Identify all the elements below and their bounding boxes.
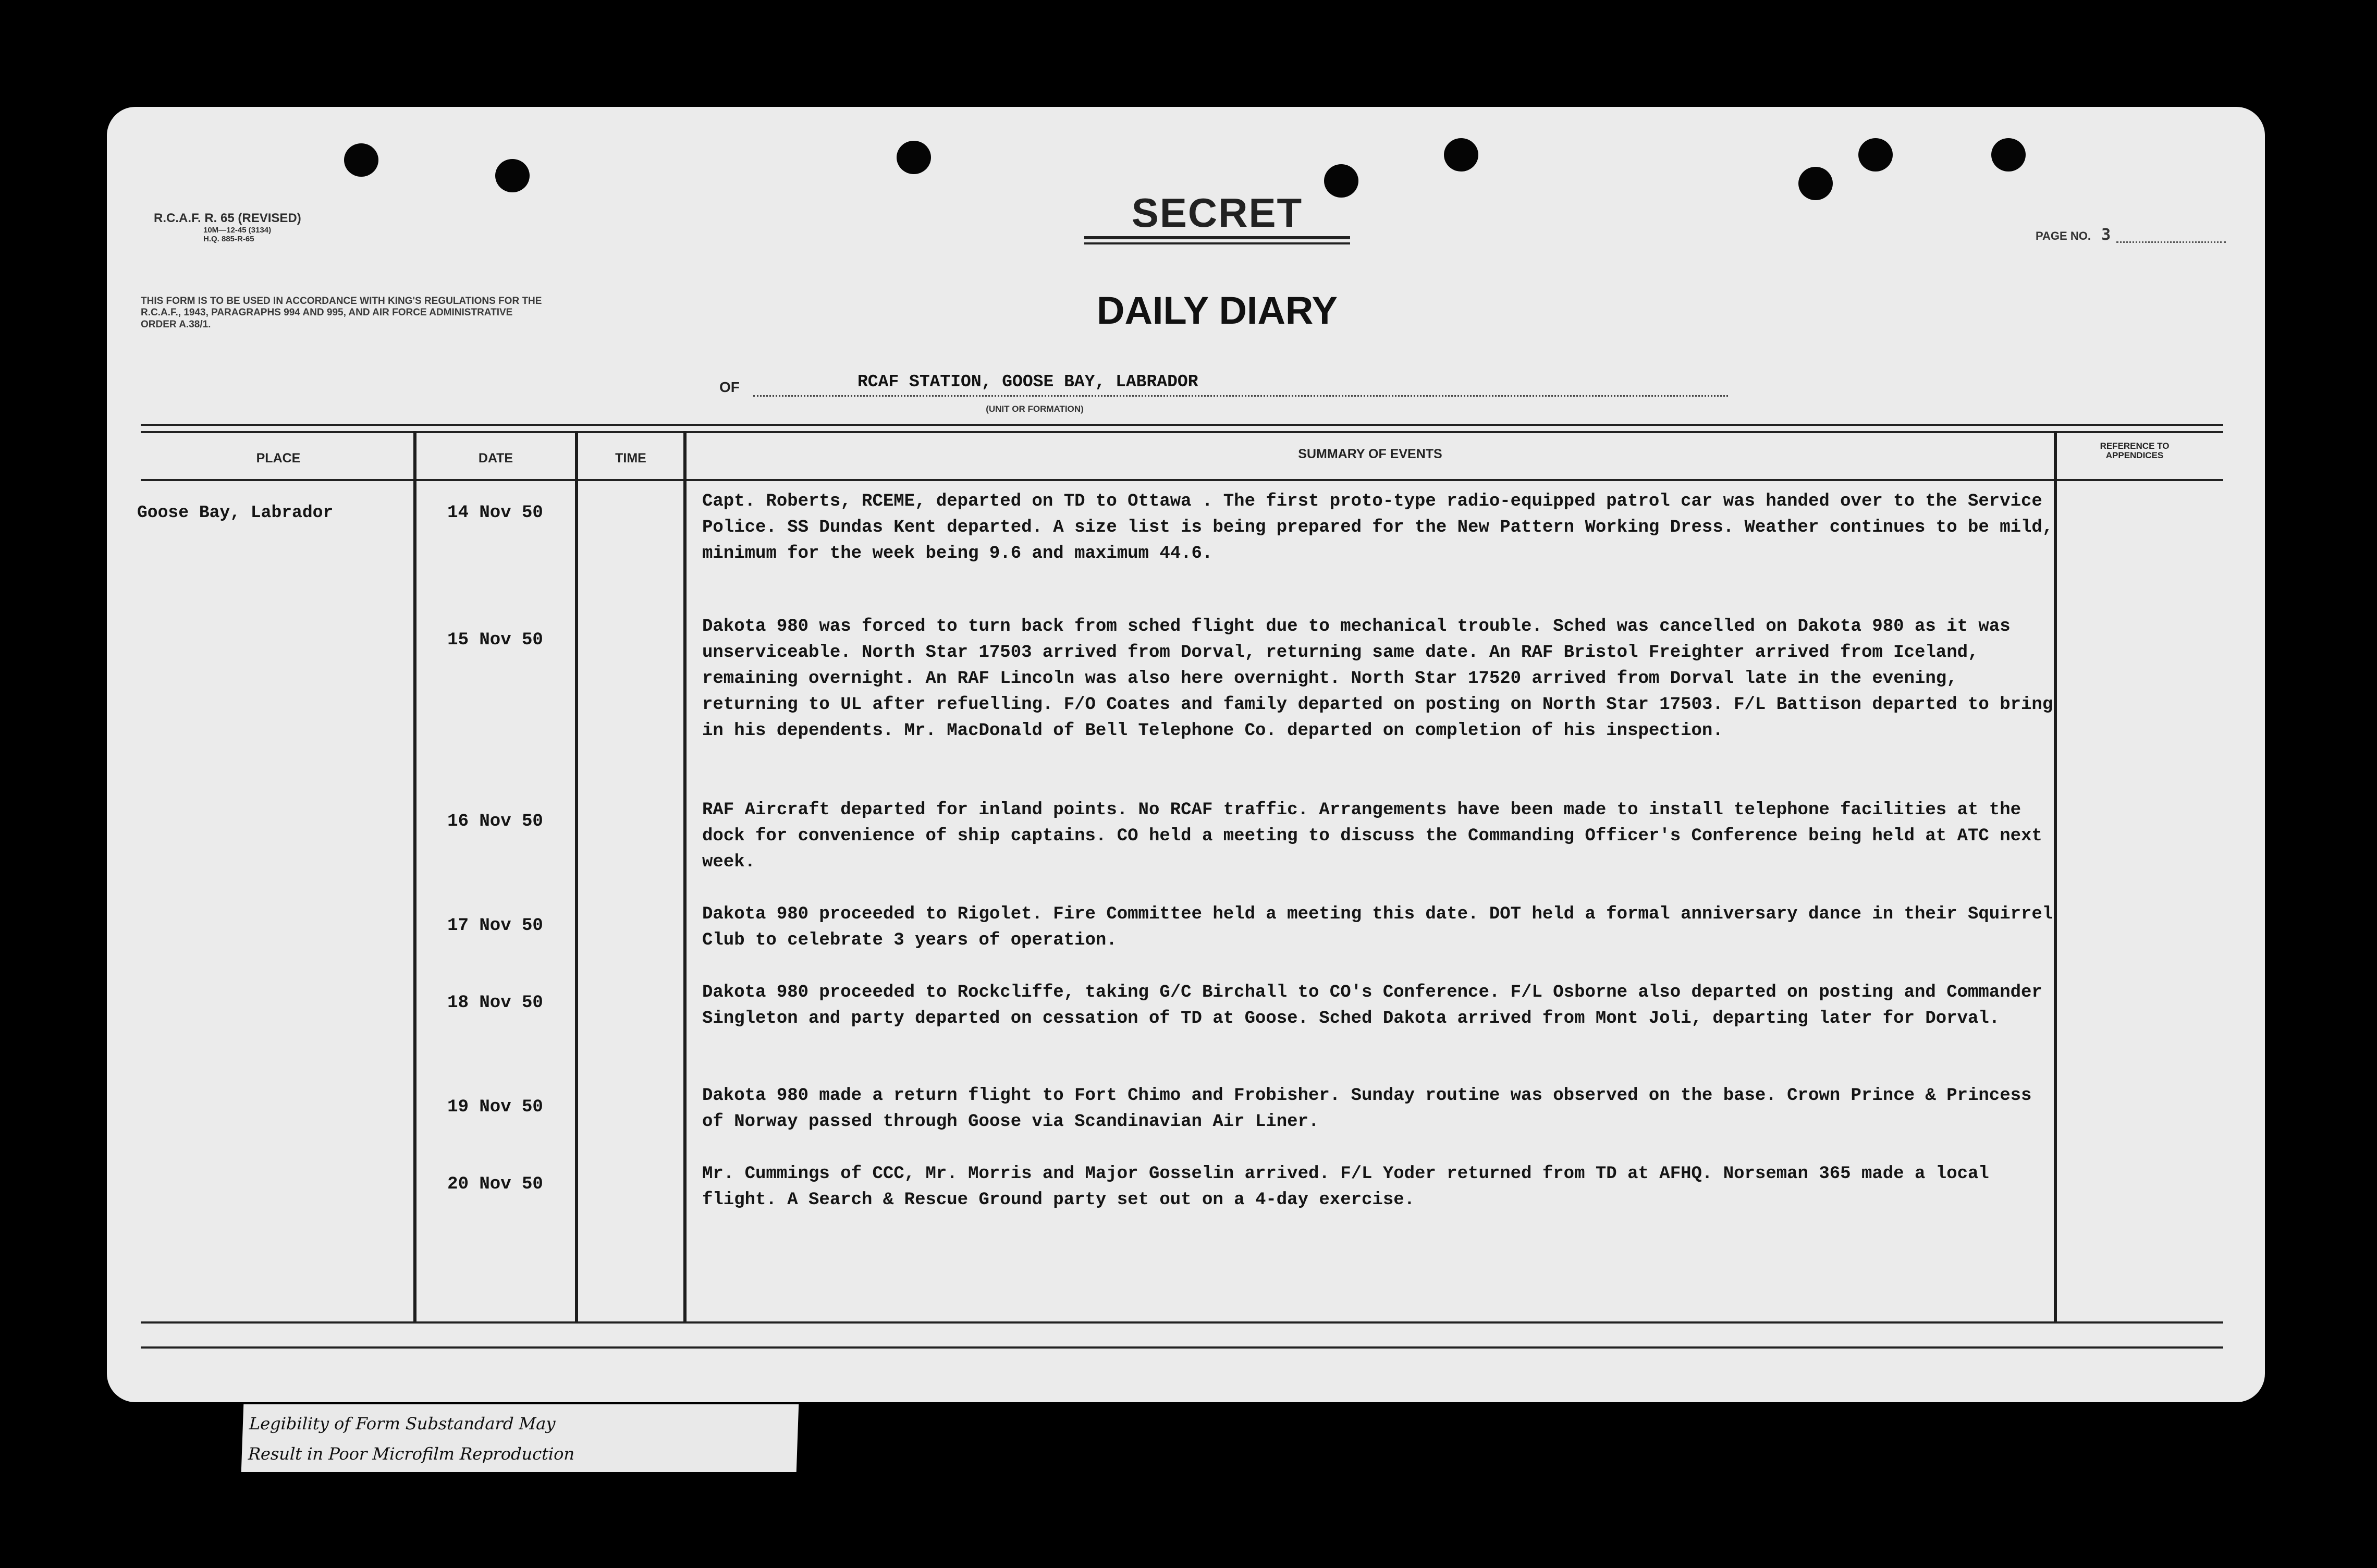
- table-top-rule: [141, 424, 2223, 426]
- punch-hole: [1444, 138, 1478, 172]
- punch-hole: [1858, 138, 1893, 172]
- punch-hole: [495, 159, 530, 192]
- legibility-stamp: [241, 1404, 799, 1472]
- table-bottom-rule: [141, 1346, 2223, 1349]
- entry-date: 18 Nov 50: [447, 993, 543, 1013]
- entry-date: 19 Nov 50: [447, 1097, 543, 1117]
- entry-summary: Dakota 980 made a return flight to Fort Chimo and Frobisher. Sunday routine was observed on the base. Crown Prince & Princess of Norway passed through Goose via Scandinavian Air Liner.: [702, 1086, 2032, 1132]
- entry-date: 14 Nov 50: [447, 503, 543, 523]
- punch-hole: [1991, 138, 2026, 172]
- entry-date: 17 Nov 50: [447, 916, 543, 936]
- punch-hole: [1798, 167, 1833, 200]
- table-top-rule: [141, 431, 2223, 433]
- unit-caption: (UNIT OR FORMATION): [986, 404, 1084, 414]
- punch-hole: [344, 143, 378, 177]
- page-number-line: [2116, 241, 2226, 243]
- column-divider: [683, 431, 687, 1321]
- column-header-summary: SUMMARY OF EVENTS: [1298, 447, 1442, 461]
- column-header-time: TIME: [615, 451, 646, 466]
- form-code-hq: H.Q. 885-R-65: [203, 234, 254, 243]
- stamp-line-2: Result in Poor Microfilm Reproduction: [248, 1444, 575, 1464]
- entry-date: 20 Nov 50: [447, 1174, 543, 1194]
- entry-summary: Dakota 980 proceeded to Rockcliffe, taking G/C Birchall to CO's Conference. F/L Osborne also departed on posting and Commander Singleton and party departed on cessation of TD at Goose. Sched Dakota arrived from Mont Joli, departing later for Dorval.: [702, 983, 2042, 1028]
- entry-date: 15 Nov 50: [447, 630, 543, 650]
- form-code-main: R.C.A.F. R. 65 (REVISED): [154, 211, 301, 225]
- column-divider: [413, 431, 416, 1321]
- column-header-reference: REFERENCE TO APPENDICES: [2100, 441, 2170, 460]
- page-number-value: 3: [2101, 226, 2111, 244]
- form-title: DAILY DIARY: [1097, 289, 1338, 332]
- column-header-date: DATE: [478, 451, 513, 466]
- diary-page: [107, 107, 2265, 1402]
- page-number-label: PAGE NO.: [2036, 229, 2091, 242]
- unit-of-label: OF: [719, 379, 740, 395]
- entry-summary: Mr. Cummings of CCC, Mr. Morris and Major Gosselin arrived. F/L Yoder returned from TD at AFHQ. Norseman 365 made a local flight. A Search & Rescue Ground party set out on a 4-day exercise.: [702, 1164, 1989, 1210]
- column-header-place: PLACE: [256, 451, 301, 466]
- table-header-rule: [141, 479, 2223, 481]
- regulation-notice: THIS FORM IS TO BE USED IN ACCORDANCE WITH KING'S REGULATIONS FOR THE R.C.A.F., 1943, PARAGRAPHS 994 AND 995, AND AIR FORCE ADMINISTRATIVE ORDER A.38/1.: [141, 296, 542, 330]
- entry-summary: RAF Aircraft departed for inland points. No RCAF traffic. Arrangements have been made to install telephone facilities at the dock for convenience of ship captains. CO held a meeting to discuss the Commanding Officer's Conference being held at ATC next week.: [702, 800, 2042, 872]
- stamp-line-1: Legibility of Form Substandard May: [249, 1414, 556, 1434]
- column-divider: [575, 431, 578, 1321]
- entry-summary: Dakota 980 proceeded to Rigolet. Fire Committee held a meeting this date. DOT held a formal anniversary dance in their Squirrel Club to celebrate 3 years of operation.: [702, 904, 2053, 950]
- form-code-print-run: 10M—12-45 (3134): [203, 225, 272, 235]
- punch-hole: [897, 141, 931, 174]
- security-classification: SECRET: [1131, 190, 1303, 236]
- unit-field: RCAF STATION, GOOSE BAY, LABRADOR: [753, 368, 1728, 397]
- entry-summary: Capt. Roberts, RCEME, departed on TD to Ottawa . The first proto-type radio-equipped patrol car was handed over to the Service Police. SS Dundas Kent departed. A size list is being prepared for the New Pattern Working Dress. Weather continues to be mild, minimum for the week being 9.6 and maximum 44.6.: [702, 492, 2053, 564]
- table-bottom-rule: [141, 1321, 2223, 1324]
- form-code: [154, 211, 301, 243]
- security-underline: [1084, 236, 1350, 239]
- security-underline: [1084, 242, 1350, 244]
- entry-summary: Dakota 980 was forced to turn back from sched flight due to mechanical trouble. Sched was cancelled on Dakota 980 as it was unserviceable. North Star 17503 arrived from Dorval, returning same date. An RAF Bristol Freighter arrived from Iceland, remaining overnight. An RAF Lincoln was also here overnight. North Star 17520 arrived from Dorval late in the evening, returning to UL after refuelling. F/O Coates and family departed on posting on North Star 17503. F/L Battison departed to bring in his dependents. Mr. MacDonald of Bell Telephone Co. departed on completion of his inspection.: [702, 617, 2053, 741]
- entry-date: 16 Nov 50: [447, 812, 543, 831]
- page-number: [2036, 226, 2111, 244]
- place-cell: Goose Bay, Labrador: [137, 503, 334, 522]
